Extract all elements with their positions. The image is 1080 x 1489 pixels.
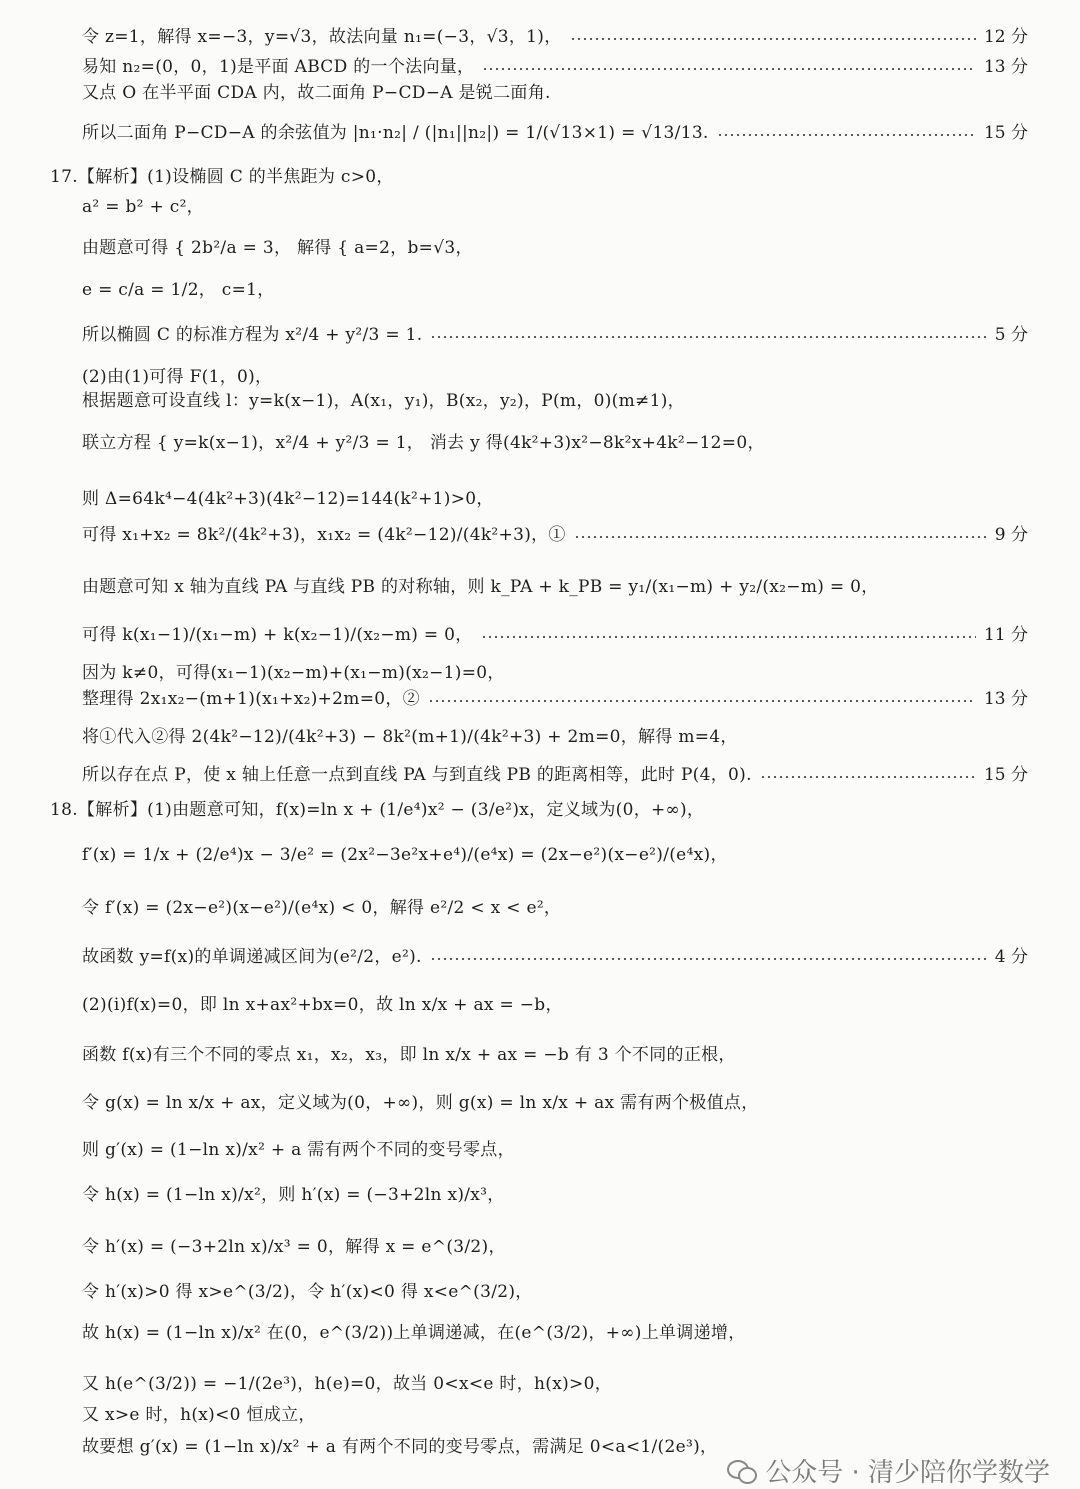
score-label: 15 分: [983, 765, 1028, 785]
text-line: [82, 572, 1028, 597]
line-text: 可得 x₁+x₂ = 8k²/(4k²+3)，x₁x₂ = (4k²−12)/(4k²+3)，①: [82, 525, 566, 545]
dot-leader: [760, 776, 976, 778]
text-line: [82, 1088, 1028, 1113]
text-line: [82, 52, 1028, 77]
text-line: [82, 520, 1028, 545]
line-text: 因为 k≠0，可得(x₁−1)(x₂−m)+(x₁−m)(x₂−1)=0，: [82, 663, 505, 683]
line-text: 则 g′(x) = (1−ln x)/x² + a 需有两个不同的变号零点，: [82, 1140, 515, 1160]
line-text: 令 h′(x) = (−3+2ln x)/x³ = 0，解得 x = e^(3/2)，: [82, 1237, 506, 1257]
text-line: [82, 78, 1028, 103]
text-line: [82, 893, 1028, 918]
line-text: e = c/a = 1/2， c=1，: [82, 280, 275, 300]
text-line: [50, 795, 1028, 820]
dot-leader: [428, 700, 976, 702]
text-line: [82, 990, 1028, 1015]
text-line: [82, 942, 1028, 967]
text-line: [82, 192, 1028, 217]
text-line: [82, 386, 1028, 411]
line-text: 由题意可得 { 2b²/a = 3， 解得 { a=2，b=√3，: [82, 238, 473, 258]
line-text: 则 Δ=64k⁴−4(4k²+3)(4k²−12)=144(k²+1)>0，: [82, 489, 494, 509]
text-line: [82, 620, 1028, 645]
line-text: 令 h(x) = (1−ln x)/x²，则 h′(x) = (−3+2ln x)/x³，: [82, 1185, 505, 1205]
dot-leader: [570, 38, 976, 40]
line-text: 又点 O 在半平面 CDA 内，故二面角 P−CD−A 是锐二面角.: [82, 83, 551, 103]
line-text: 18.【解析】(1)由题意可知，f(x)=ln x + (1/e⁴)x² − (3/e²)x，定义域为(0，+∞)，: [50, 800, 705, 820]
text-line: [82, 1277, 1028, 1302]
line-text: (2)由(1)可得 F(1，0)，: [82, 367, 273, 387]
score-label: 13 分: [983, 689, 1028, 709]
text-line: [82, 233, 1028, 258]
line-text: f′(x) = 1/x + (2/e⁴)x − 3/e² = (2x²−3e²x+e⁴)/(e⁴x) = (2x−e²)(x−e²)/(e⁴x)，: [82, 845, 728, 865]
watermark-text: 公众号 · 清少陪你学数学: [765, 1458, 1050, 1488]
line-text: 故要想 g′(x) = (1−ln x)/x² + a 有两个不同的变号零点，需满足 0<a<1/(2e³)，: [82, 1437, 718, 1457]
line-text: 又 x>e 时，h(x)<0 恒成立，: [82, 1405, 316, 1425]
line-text: 根据题意可设直线 l：y=k(x−1)，A(x₁，y₁)，B(x₂，y₂)，P(m，0)(m≠1)，: [82, 391, 685, 411]
text-line: [82, 722, 1028, 747]
line-text: 所以椭圆 C 的标准方程为 x²/4 + y²/3 = 1.: [82, 325, 423, 345]
dot-leader: [481, 636, 976, 638]
score-label: 5 分: [994, 325, 1028, 345]
score-label: 12 分: [983, 27, 1028, 47]
line-text: 17.【解析】(1)设椭圆 C 的半焦距为 c>0，: [50, 167, 394, 187]
text-line: [82, 22, 1028, 47]
line-text: 整理得 2x₁x₂−(m+1)(x₁+x₂)+2m=0，②: [82, 689, 420, 709]
line-text: 令 z=1，解得 x=−3，y=√3，故法向量 n₁=(−3，√3，1)，: [82, 27, 562, 47]
text-line: [82, 118, 1028, 143]
text-line: [82, 1400, 1028, 1425]
line-text: 由题意可知 x 轴为直线 PA 与直线 PB 的对称轴，则 k_PA + k_PB = y₁/(x₁−m) + y₂/(x₂−m) = 0，: [82, 577, 879, 597]
text-line: [82, 840, 1028, 865]
dot-leader: [482, 68, 976, 70]
line-text: 令 g(x) = ln x/x + ax，定义域为(0，+∞)，则 g(x) = ln x/x + ax 需有两个极值点，: [82, 1093, 759, 1113]
line-text: a² = b² + c²，: [82, 197, 204, 217]
line-text: 可得 k(x₁−1)/(x₁−m) + k(x₂−1)/(x₂−m) = 0，: [82, 625, 473, 645]
line-text: 令 h′(x)>0 得 x>e^(3/2)，令 h′(x)<0 得 x<e^(3/2)，: [82, 1282, 533, 1302]
line-text: 令 f′(x) = (2x−e²)(x−e²)/(e⁴x) < 0，解得 e²/2 < x < e²，: [82, 898, 562, 918]
score-label: 9 分: [994, 525, 1028, 545]
line-text: 函数 f(x)有三个不同的零点 x₁，x₂，x₃，即 ln x/x + ax = −b 有 3 个不同的正根，: [82, 1045, 736, 1065]
text-line: [82, 760, 1028, 785]
line-text: 故函数 y=f(x)的单调递减区间为(e²/2，e²).: [82, 947, 422, 967]
line-text: 所以二面角 P−CD−A 的余弦值为 |n₁·n₂| / (|n₁||n₂|) = 1/(√13×1) = √13/13.: [82, 123, 709, 143]
text-line: [82, 1318, 1028, 1343]
line-text: 所以存在点 P，使 x 轴上任意一点到直线 PA 与到直线 PB 的距离相等，此时 P(4，0).: [82, 765, 752, 785]
line-text: 易知 n₂=(0，0，1)是平面 ABCD 的一个法向量，: [82, 57, 475, 77]
dot-leader: [717, 134, 976, 136]
text-line: [82, 1180, 1028, 1205]
dot-leader: [430, 958, 987, 960]
score-label: 13 分: [983, 57, 1028, 77]
text-line: [82, 684, 1028, 709]
text-line: [82, 1232, 1028, 1257]
score-label: 4 分: [994, 947, 1028, 967]
line-text: (2)(ⅰ)f(x)=0，即 ln x+ax²+bx=0，故 ln x/x + ax = −b，: [82, 995, 563, 1015]
watermark: [727, 1452, 1050, 1489]
text-line: [82, 658, 1028, 683]
text-line: [82, 1040, 1028, 1065]
text-line: [82, 320, 1028, 345]
text-line: [50, 162, 1028, 187]
text-line: [82, 275, 1028, 300]
line-text: 故 h(x) = (1−ln x)/x² 在(0，e^(3/2))上单调递减，在(e^(3/2)，+∞)上单调递增，: [82, 1323, 746, 1343]
dot-leader: [574, 536, 987, 538]
line-text: 又 h(e^(3/2)) = −1/(2e³)，h(e)=0，故当 0<x<e 时，h(x)>0，: [82, 1374, 612, 1394]
text-line: [82, 362, 1028, 387]
line-text: 将①代入②得 2(4k²−12)/(4k²+3) − 8k²(m+1)/(4k²+3) + 2m=0，解得 m=4，: [82, 727, 738, 747]
score-label: 11 分: [983, 625, 1028, 645]
text-line: [82, 1135, 1028, 1160]
score-label: 15 分: [983, 123, 1028, 143]
text-line: [82, 428, 1028, 453]
text-line: [82, 1369, 1028, 1394]
wechat-icon: [727, 1458, 757, 1484]
dot-leader: [430, 336, 986, 338]
line-text: 联立方程 { y=k(x−1)，x²/4 + y²/3 = 1， 消去 y 得(4k²+3)x²−8k²x+4k²−12=0，: [82, 433, 765, 453]
text-line: [82, 484, 1028, 509]
